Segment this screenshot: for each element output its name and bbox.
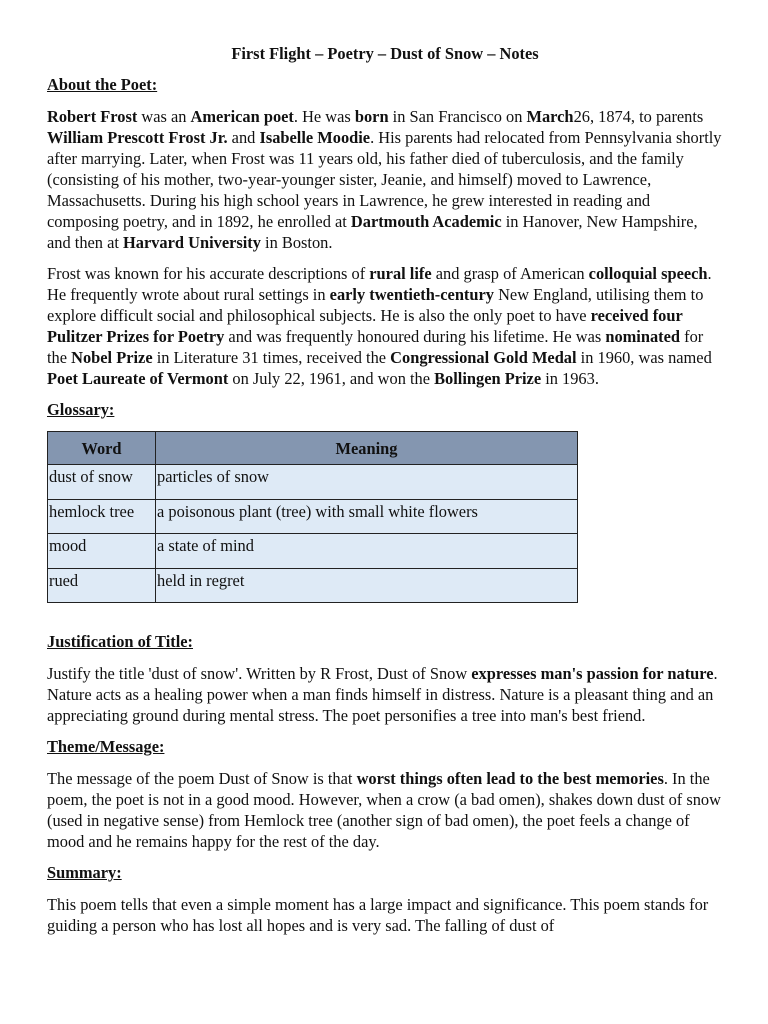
bold-text: worst things often lead to the best memories bbox=[356, 769, 664, 788]
word-cell: hemlock tree bbox=[48, 499, 156, 534]
text: in Hanover, New Hampshire, and then at bbox=[47, 212, 698, 252]
text: and bbox=[227, 128, 260, 147]
meaning-cell: a state of mind bbox=[156, 534, 578, 569]
text: in 1960, was named bbox=[576, 348, 712, 367]
text: in Boston. bbox=[260, 233, 333, 252]
page-title: First Flight – Poetry – Dust of Snow – Notes bbox=[231, 44, 539, 63]
justification-paragraph bbox=[47, 663, 723, 726]
bold-text: American poet bbox=[190, 107, 294, 126]
text: in Literature 31 times, received the bbox=[152, 348, 391, 367]
theme-heading: Theme/Message: bbox=[47, 737, 165, 756]
text: in San Francisco on bbox=[388, 107, 527, 126]
column-header-meaning: Meaning bbox=[156, 432, 578, 465]
text: and was frequently honoured during his lifetime. He was bbox=[224, 327, 606, 346]
table-header-row bbox=[48, 432, 578, 465]
bold-text: William Prescott Frost Jr. bbox=[47, 128, 228, 147]
text: . He was bbox=[293, 107, 355, 126]
bold-text: nominated bbox=[605, 327, 681, 346]
bold-text: colloquial speech bbox=[588, 264, 708, 283]
about-poet-paragraph-2 bbox=[47, 263, 723, 389]
bold-text: Bollingen Prize bbox=[434, 369, 542, 388]
table-row bbox=[48, 499, 578, 534]
text: Frost was known for his accurate descriptions of bbox=[47, 264, 370, 283]
bold-text: Robert Frost bbox=[47, 107, 138, 126]
glossary-heading: Glossary: bbox=[47, 400, 115, 419]
word-cell: dust of snow bbox=[48, 465, 156, 500]
bold-text: expresses man's passion for nature bbox=[471, 664, 714, 683]
summary-paragraph: This poem tells that even a simple moment has a large impact and significance. This poem stands for guiding a person who has lost all hopes and is very sad. The falling of dust of bbox=[47, 895, 709, 935]
text: The message of the poem Dust of Snow is that bbox=[47, 769, 357, 788]
notes-page bbox=[47, 43, 723, 946]
text: on July 22, 1961, and won the bbox=[228, 369, 435, 388]
bold-text: Congressional Gold Medal bbox=[390, 348, 577, 367]
table-row bbox=[48, 534, 578, 569]
table-row bbox=[48, 465, 578, 500]
bold-text: Nobel Prize bbox=[71, 348, 153, 367]
text: in 1963. bbox=[541, 369, 599, 388]
about-poet-heading: About the Poet: bbox=[47, 75, 158, 94]
about-poet-paragraph-1 bbox=[47, 106, 723, 253]
meaning-cell: held in regret bbox=[156, 568, 578, 603]
bold-text: born bbox=[354, 107, 389, 126]
text: was an bbox=[137, 107, 191, 126]
meaning-cell: particles of snow bbox=[156, 465, 578, 500]
text: 26, 1874, to parents bbox=[573, 107, 704, 126]
word-cell: rued bbox=[48, 568, 156, 603]
glossary-table bbox=[47, 431, 578, 603]
text: . Nature acts as a healing power when a man finds himself in distress. Nature is a pleasant thing and an appreciating ground during mental stress. The poet personifies a tree into man's best friend. bbox=[47, 664, 718, 725]
text: New England, utilising them to explore difficult social and philosophical subjects. He is also the only poet to have bbox=[47, 285, 704, 325]
bold-text: Dartmouth Academic bbox=[350, 212, 502, 231]
bold-text: March bbox=[526, 107, 574, 126]
bold-text: early twentieth-century bbox=[329, 285, 494, 304]
theme-paragraph bbox=[47, 768, 723, 852]
text: and grasp of American bbox=[431, 264, 589, 283]
text: . In the poem, the poet is not in a good mood. However, when a crow (a bad omen), shakes down dust of snow (used in negative sense) from Hemlock tree (another sign of bad omen), the poet feels a change of mood and he remains happy for the rest of the day. bbox=[47, 769, 721, 851]
bold-text: Harvard University bbox=[123, 233, 261, 252]
meaning-cell: a poisonous plant (tree) with small white flowers bbox=[156, 499, 578, 534]
text: . His parents had relocated from Pennsylvania shortly after marrying. Later, when Frost was 11 years old, his father died of tuberculosis, and the family (consisting of his mother, two-year-younger sister, Jeanie, and himself) moved to Lawrence, Massachusetts. During his high school years in Lawrence, he grew interested in reading and composing poetry, and in 1892, he enrolled at bbox=[47, 128, 722, 231]
summary-heading: Summary: bbox=[47, 863, 122, 882]
bold-text: rural life bbox=[369, 264, 432, 283]
text: Justify the title 'dust of snow'. Written by R Frost, Dust of Snow bbox=[47, 664, 472, 683]
table-row bbox=[48, 568, 578, 603]
bold-text: received four Pulitzer Prizes for Poetry bbox=[47, 306, 683, 346]
bold-text: Isabelle Moodie bbox=[259, 128, 371, 147]
bold-text: Poet Laureate of Vermont bbox=[47, 369, 229, 388]
word-cell: mood bbox=[48, 534, 156, 569]
text: for the bbox=[47, 327, 704, 367]
text: . He frequently wrote about rural settings in bbox=[47, 264, 712, 304]
justification-heading: Justification of Title: bbox=[47, 632, 193, 651]
column-header-word: Word bbox=[48, 432, 156, 465]
